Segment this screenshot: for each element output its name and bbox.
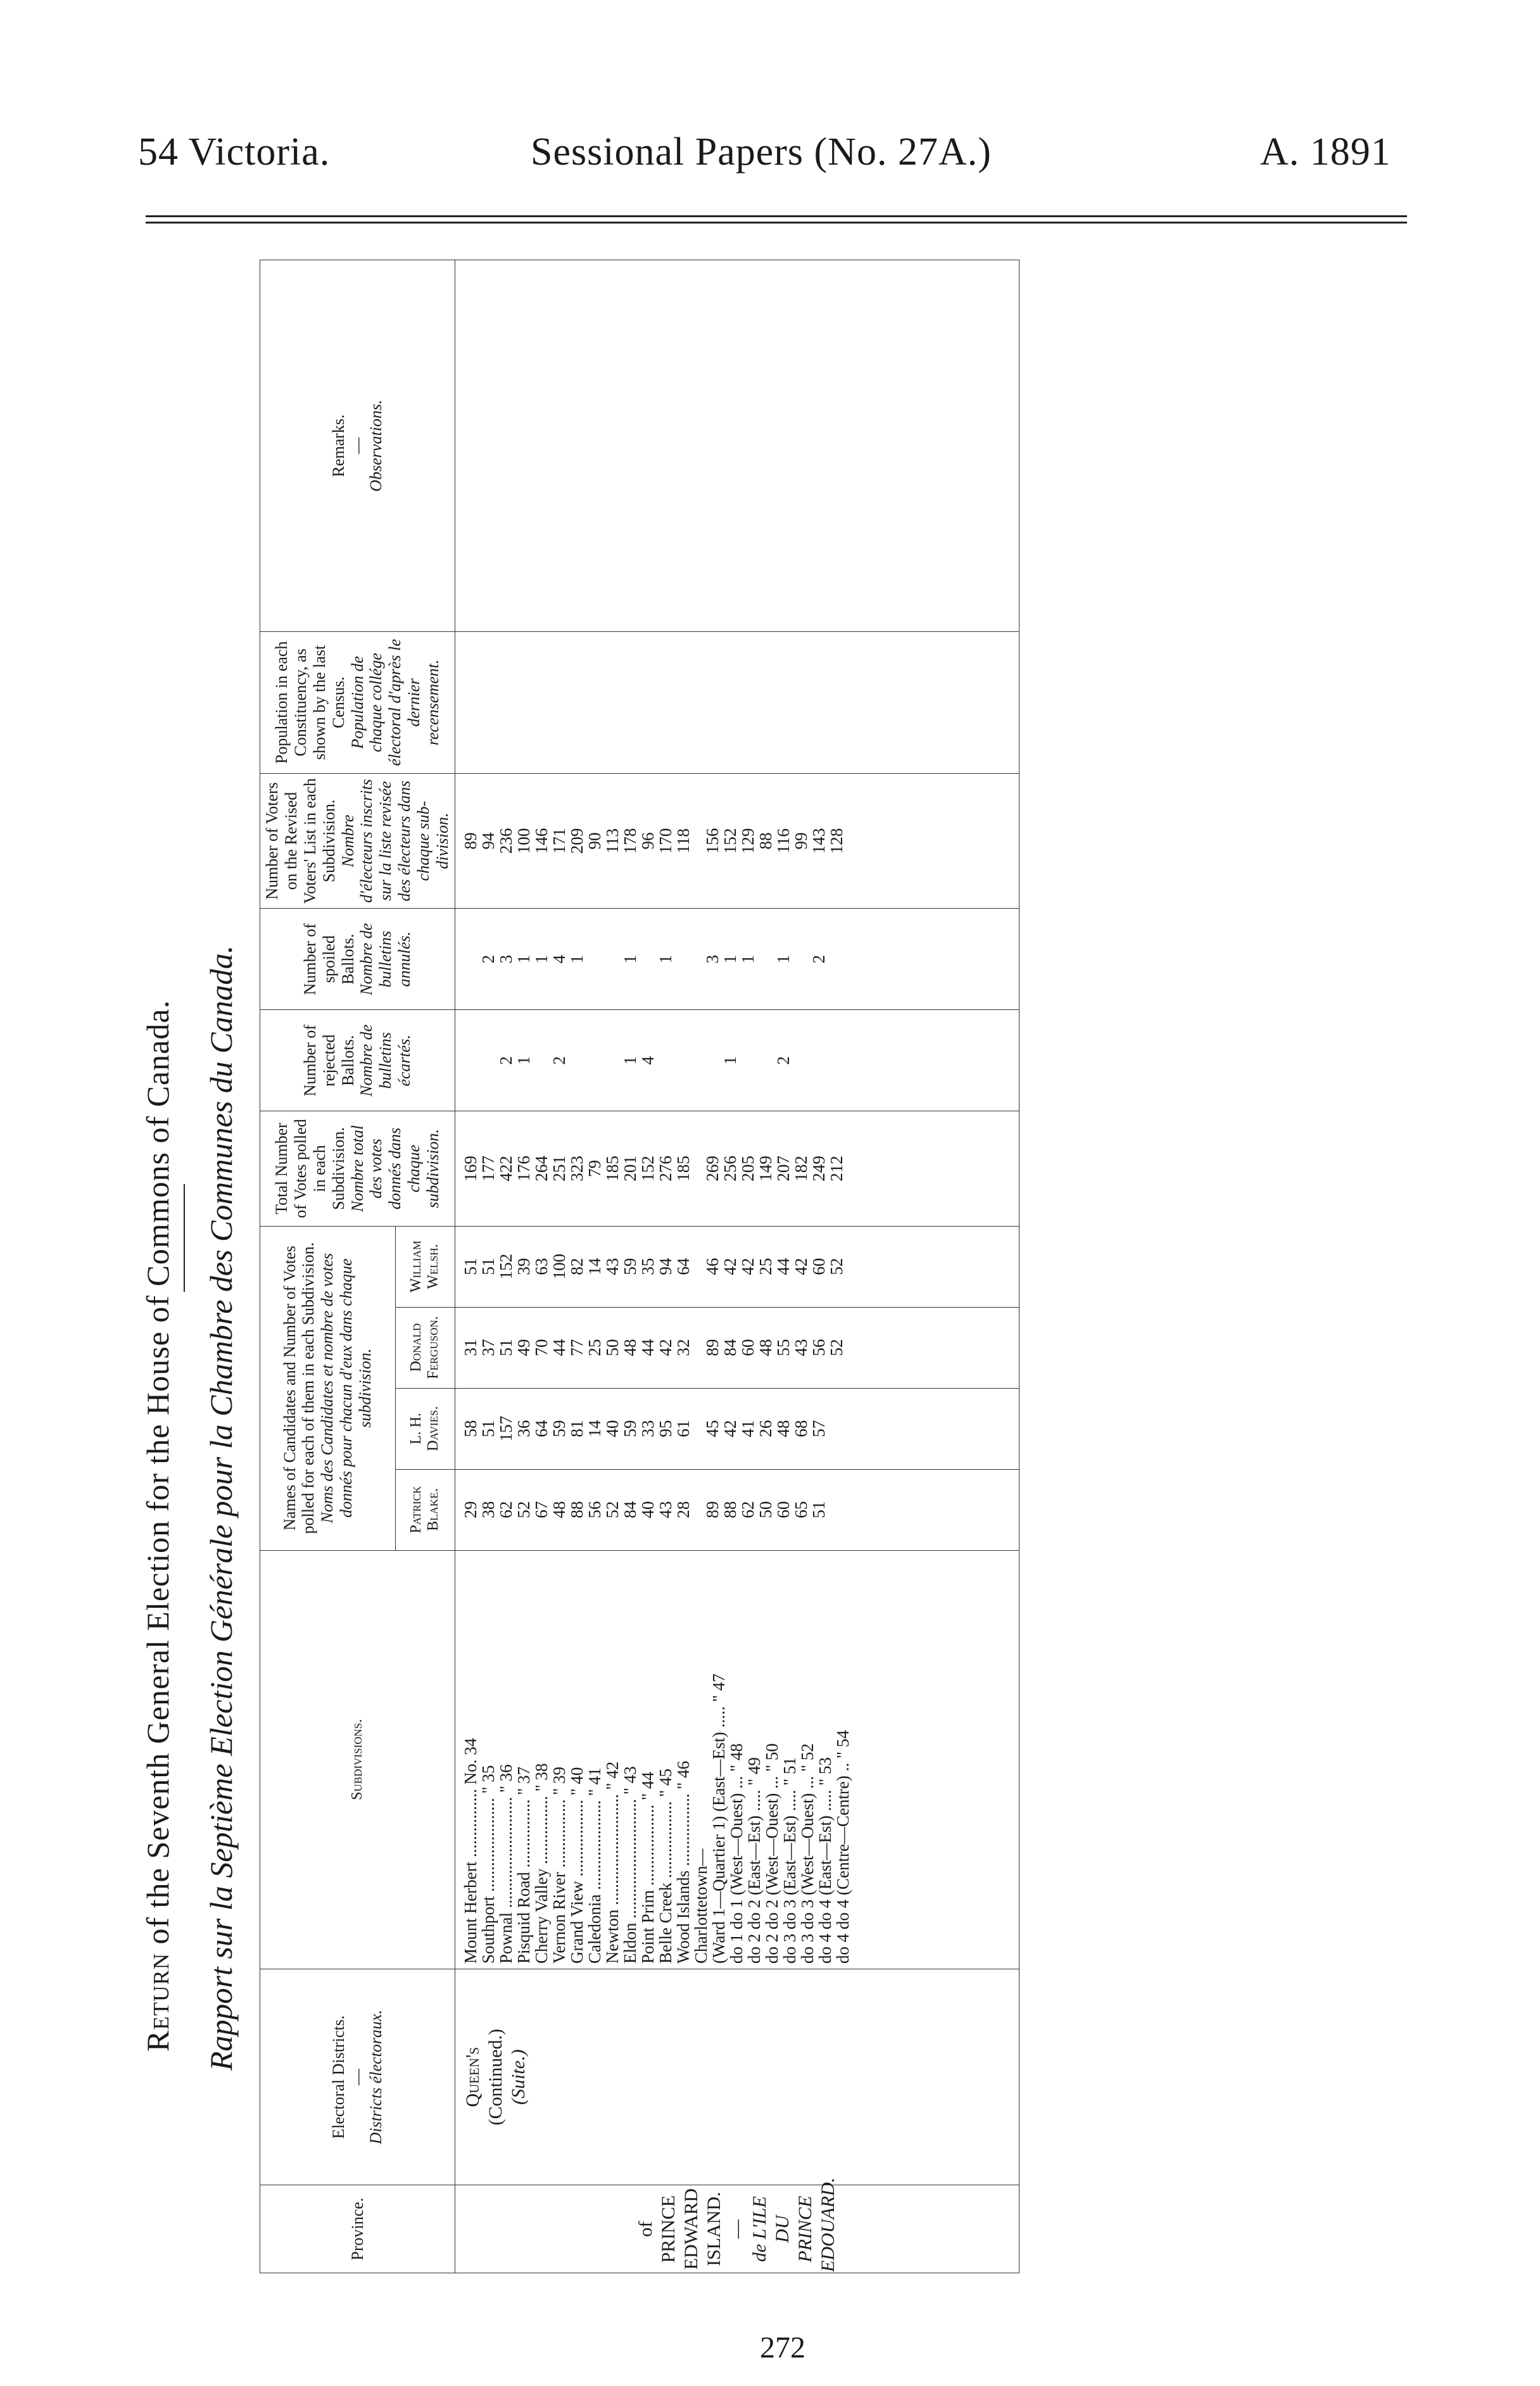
voter-count: 178 xyxy=(620,828,640,854)
ferguson-votes-cell xyxy=(455,1307,1019,1388)
rejected-count: 1 xyxy=(720,1056,740,1065)
spoiled-count xyxy=(639,909,657,1009)
welsh-vote: 14 xyxy=(584,1258,604,1275)
voter-count: 99 xyxy=(791,832,811,850)
ferguson-vote: 49 xyxy=(514,1339,533,1356)
ferguson-vote: 70 xyxy=(531,1339,551,1356)
blake-vote: 50 xyxy=(755,1501,775,1518)
davies-vote: 59 xyxy=(620,1420,640,1437)
spoiled-count: 2 xyxy=(809,954,828,964)
subdivision-row: Eldon ............................ " 43 xyxy=(620,1766,640,1964)
davies-vote: 95 xyxy=(655,1420,675,1437)
davies-vote: 33 xyxy=(638,1420,657,1437)
rejected-count xyxy=(792,1011,810,1110)
rejected-count: 4 xyxy=(638,1056,657,1065)
spoiled-count: 1 xyxy=(567,954,586,964)
ferguson-vote: 84 xyxy=(720,1339,740,1356)
total-vote: 207 xyxy=(773,1156,793,1182)
welsh-votes-cell xyxy=(455,1226,1019,1307)
voter-count: 88 xyxy=(755,832,775,850)
spoiled-count xyxy=(674,909,692,1009)
welsh-vote: 42 xyxy=(720,1258,740,1275)
voters-header: Number of Voters on the Revised Voters' List in each Subdivision. Nombre d'électeurs inscrits sur la liste revisée des électeurs dans chaque sub-division. xyxy=(260,773,455,908)
voter-count: 90 xyxy=(584,832,604,850)
province-header: Province. xyxy=(260,2185,455,2273)
remarks-cell xyxy=(455,260,1019,632)
spoiled-count: 3 xyxy=(702,954,722,964)
voter-count: 116 xyxy=(773,828,793,854)
ferguson-vote: 50 xyxy=(602,1339,622,1356)
blake-vote: 52 xyxy=(602,1501,622,1518)
blake-vote: 52 xyxy=(514,1501,533,1518)
rejected-count xyxy=(657,1011,674,1110)
welsh-vote: 52 xyxy=(826,1258,846,1275)
ferguson-vote: 32 xyxy=(673,1339,693,1356)
spoiled-count xyxy=(692,909,704,1009)
rejected-count: 2 xyxy=(549,1056,569,1065)
welsh-vote: 100 xyxy=(549,1253,569,1280)
ferguson-vote: 31 xyxy=(460,1339,480,1356)
subdivision-row: Newton .......................... " 42 xyxy=(602,1761,622,1964)
rejected-count: 2 xyxy=(773,1056,793,1065)
total-vote: 201 xyxy=(620,1156,640,1182)
voter-count: 171 xyxy=(549,828,569,854)
blake-vote: 88 xyxy=(567,1501,586,1518)
subdivision-row: do 4 do 4 (Centre—Centre) .. " 54 xyxy=(833,1730,852,1964)
subdivision-row: Vernon River ................ " 39 xyxy=(549,1766,569,1964)
total-vote: 185 xyxy=(602,1156,622,1182)
rejected-count xyxy=(828,1011,845,1110)
subdivision-row: do 2 do 2 (West—Ouest) ... " 50 xyxy=(762,1743,781,1964)
total-vote: 152 xyxy=(638,1156,657,1182)
districts-header: Electoral Districts. — Districts électoraux. xyxy=(260,1969,455,2185)
header-rule-top xyxy=(146,215,1407,217)
total-vote: 177 xyxy=(478,1156,498,1182)
voter-count: 113 xyxy=(602,828,622,854)
blake-votes-cell xyxy=(455,1469,1019,1550)
total-vote: 205 xyxy=(738,1156,757,1182)
total-vote: 212 xyxy=(826,1156,846,1182)
welsh-vote: 44 xyxy=(773,1258,793,1275)
total-vote: 323 xyxy=(567,1156,586,1182)
ferguson-vote: 77 xyxy=(567,1339,586,1356)
davies-vote: 36 xyxy=(514,1420,533,1437)
davies-votes-cell xyxy=(455,1388,1019,1469)
welsh-vote xyxy=(692,1227,704,1306)
blake-vote: 48 xyxy=(549,1501,569,1518)
davies-vote: 68 xyxy=(791,1420,811,1437)
blake-vote: 89 xyxy=(702,1501,722,1518)
davies-vote: 45 xyxy=(702,1420,722,1437)
ferguson-vote xyxy=(692,1308,704,1387)
subdivision-row: Mount Herbert ................ No. 34 xyxy=(460,1738,480,1964)
page-number: 272 xyxy=(760,2331,805,2364)
davies-vote: 14 xyxy=(584,1420,604,1437)
total-vote: 269 xyxy=(702,1156,722,1182)
blake-vote: 62 xyxy=(496,1501,515,1518)
spoiled-count xyxy=(603,909,621,1009)
davies-vote: 157 xyxy=(496,1415,515,1442)
spoiled-count: 1 xyxy=(738,954,757,964)
voter-count: 143 xyxy=(809,828,828,854)
welsh-vote: 43 xyxy=(602,1258,622,1275)
subdivision-row: do 1 do 1 (West—Ouest) ... " 48 xyxy=(726,1743,746,1964)
blake-vote: 28 xyxy=(673,1501,693,1518)
voter-count: 118 xyxy=(673,828,693,854)
subdivisions-cell xyxy=(455,1550,1019,1969)
welsh-vote: 63 xyxy=(531,1258,551,1275)
ferguson-vote: 89 xyxy=(702,1339,722,1356)
spoiled-count xyxy=(792,909,810,1009)
blake-vote: 40 xyxy=(638,1501,657,1518)
candidates-header: Names of Candidates and Number of Votes polled for each of them in each Subdivision. Noms des Candidates et nombre de votes donnés pour chacun d'eux dans chaque subdivision. xyxy=(260,1226,396,1550)
voter-count: 152 xyxy=(720,828,740,854)
blake-vote: 88 xyxy=(720,1501,740,1518)
subdivision-row: Southport ...................... " 35 xyxy=(478,1765,498,1964)
spoiled-count: 3 xyxy=(496,954,515,964)
welsh-vote: 42 xyxy=(738,1258,757,1275)
voter-count: 236 xyxy=(496,828,515,854)
total-votes-header: Total Number of Votes polled in each Subdivision. Nombre total des votes donnés dans chaque subdivision. xyxy=(260,1111,455,1226)
ferguson-vote: 48 xyxy=(620,1339,640,1356)
total-vote: 249 xyxy=(809,1156,828,1182)
header-volume: 54 Victoria. xyxy=(138,130,331,174)
title-separator xyxy=(184,1184,185,1292)
spoiled-count xyxy=(586,909,603,1009)
ferguson-vote: 25 xyxy=(584,1339,604,1356)
title-french: Rapport sur la Septième Election Générale pour la Chambre des Communes du Canada. xyxy=(203,945,239,2071)
voter-count: 146 xyxy=(531,828,551,854)
subdivision-row: (Ward 1—Quartier 1) (East—Est) ..... " 47 xyxy=(709,1673,728,1964)
subdivision-row: Wood Islands ................. " 46 xyxy=(673,1760,693,1964)
welsh-vote: 82 xyxy=(567,1258,586,1275)
total-vote: 149 xyxy=(755,1156,775,1182)
candidate-ferguson: Donald Ferguson. xyxy=(395,1307,455,1388)
ferguson-vote: 44 xyxy=(549,1339,569,1356)
subdivision-row: Pisquid Road ................ " 37 xyxy=(514,1766,533,1964)
total-vote: 176 xyxy=(514,1156,533,1182)
rejected-count: 1 xyxy=(514,1056,533,1065)
spoiled-header: Number of spoiled Ballots. Nombre de bulletins annulés. xyxy=(260,909,455,1010)
district-cell: Queen's (Continued.) (Suite.) xyxy=(455,1969,1019,2185)
rejected-count xyxy=(568,1011,586,1110)
ferguson-vote: 48 xyxy=(755,1339,775,1356)
davies-vote: 42 xyxy=(720,1420,740,1437)
welsh-vote: 25 xyxy=(755,1258,775,1275)
davies-vote: 59 xyxy=(549,1420,569,1437)
subdivision-row: Point Prim ................... " 44 xyxy=(638,1772,657,1964)
rejected-count: 1 xyxy=(620,1056,640,1065)
subdivisions-header: Subdivisions. xyxy=(260,1550,455,1969)
voter-count xyxy=(692,774,704,907)
remarks-header: Remarks. — Observations. xyxy=(260,260,455,632)
voter-count: 89 xyxy=(460,832,480,850)
total-vote: 264 xyxy=(531,1156,551,1182)
rejected-count xyxy=(757,1011,774,1110)
header-session: Sessional Papers (No. 27A.) xyxy=(531,130,992,174)
total-vote: 79 xyxy=(584,1159,604,1177)
candidate-welsh: William Welsh. xyxy=(395,1226,455,1307)
blake-vote: 38 xyxy=(478,1501,498,1518)
total-vote: 422 xyxy=(496,1156,515,1182)
total-votes-cell xyxy=(455,1111,1019,1226)
spoiled-count: 1 xyxy=(773,954,793,964)
spoiled-count: 1 xyxy=(531,954,551,964)
davies-vote: 61 xyxy=(673,1420,693,1437)
rejected-count xyxy=(810,1011,828,1110)
voter-count: 96 xyxy=(638,832,657,850)
spoiled-count xyxy=(757,909,774,1009)
election-return-table xyxy=(260,260,1019,2273)
voter-count: 100 xyxy=(514,828,533,854)
welsh-vote: 60 xyxy=(809,1258,828,1275)
welsh-vote: 42 xyxy=(791,1258,811,1275)
population-header: Population in each Constituency, as shown by the last Census. Population de chaque collége électoral d'après le dernier recensement. xyxy=(260,631,455,773)
rejected-count xyxy=(479,1011,497,1110)
subdivision-row: Pownal .......................... " 36 xyxy=(496,1764,515,1964)
subdivision-row: Charlottetown— xyxy=(691,1848,710,1964)
voter-count: 156 xyxy=(702,828,722,854)
blake-vote: 67 xyxy=(531,1501,551,1518)
davies-vote: 57 xyxy=(809,1420,828,1437)
subdivision-row: Cherry Valley ................ " 38 xyxy=(531,1763,551,1964)
blake-vote: 51 xyxy=(809,1501,828,1518)
subdivision-row: do 2 do 2 (East—Est) ..... " 49 xyxy=(744,1757,764,1964)
davies-vote: 41 xyxy=(738,1420,757,1437)
welsh-vote: 35 xyxy=(638,1258,657,1275)
subdivision-row: Caledonia ..................... " 41 xyxy=(584,1767,604,1964)
rejected-count xyxy=(674,1011,692,1110)
davies-vote: 81 xyxy=(567,1420,586,1437)
davies-vote: 26 xyxy=(755,1420,775,1437)
total-vote: 169 xyxy=(460,1156,480,1182)
welsh-vote: 59 xyxy=(620,1258,640,1275)
subdivision-row: Belle Creek .................. " 45 xyxy=(655,1769,675,1964)
spoiled-count: 4 xyxy=(549,954,569,964)
spoiled-count: 1 xyxy=(620,954,640,964)
blake-vote: 56 xyxy=(584,1501,604,1518)
ferguson-vote: 60 xyxy=(738,1339,757,1356)
ferguson-vote: 44 xyxy=(638,1339,657,1356)
rejected-count xyxy=(603,1011,621,1110)
spoiled-count: 1 xyxy=(514,954,533,964)
davies-vote: 48 xyxy=(773,1420,793,1437)
welsh-vote: 39 xyxy=(514,1258,533,1275)
rejected-count xyxy=(739,1011,757,1110)
blake-vote: 62 xyxy=(738,1501,757,1518)
rejected-count xyxy=(704,1011,721,1110)
province-cell: of PRINCE EDWARD ISLAND. — de L'ILE DU PRINCE EDOUARD. xyxy=(455,2185,1019,2273)
rotated-return-table xyxy=(127,253,1241,2280)
population-cell xyxy=(455,631,1019,773)
davies-vote: 51 xyxy=(478,1420,498,1437)
total-vote: 185 xyxy=(673,1156,693,1182)
total-vote: 182 xyxy=(791,1156,811,1182)
rejected-count xyxy=(586,1011,603,1110)
spoiled-count: 2 xyxy=(478,954,498,964)
rejected-cell xyxy=(455,1010,1019,1111)
blake-vote xyxy=(692,1470,704,1550)
candidate-blake: Patrick Blake. xyxy=(395,1469,455,1550)
voter-count: 170 xyxy=(655,828,675,854)
voter-count: 128 xyxy=(826,828,846,854)
davies-vote: 40 xyxy=(602,1420,622,1437)
rejected-count xyxy=(692,1011,704,1110)
ferguson-vote: 37 xyxy=(478,1339,498,1356)
welsh-vote: 51 xyxy=(478,1258,498,1275)
ferguson-vote: 56 xyxy=(809,1339,828,1356)
rejected-count xyxy=(533,1011,550,1110)
ferguson-vote: 42 xyxy=(655,1339,675,1356)
welsh-vote: 46 xyxy=(702,1258,722,1275)
candidate-davies: L. H. Davies. xyxy=(395,1388,455,1469)
total-vote xyxy=(692,1112,704,1225)
rejected-count xyxy=(462,1011,479,1110)
rejected-header: Number of rejected Ballots. Nombre de bulletins écartés. xyxy=(260,1010,455,1111)
spoiled-count: 1 xyxy=(655,954,675,964)
header-year: A. 1891 xyxy=(1260,130,1391,174)
subdivision-row: Grand View .................. " 40 xyxy=(567,1767,586,1964)
welsh-vote: 152 xyxy=(496,1253,515,1280)
ferguson-vote: 51 xyxy=(496,1339,515,1356)
total-vote: 256 xyxy=(720,1156,740,1182)
blake-vote: 29 xyxy=(460,1501,480,1518)
spoiled-count xyxy=(462,909,479,1009)
ferguson-vote: 43 xyxy=(791,1339,811,1356)
spoiled-count xyxy=(828,909,845,1009)
davies-vote xyxy=(828,1389,845,1468)
blake-vote: 65 xyxy=(791,1501,811,1518)
welsh-vote: 64 xyxy=(673,1258,693,1275)
welsh-vote: 51 xyxy=(460,1258,480,1275)
blake-vote: 60 xyxy=(773,1501,793,1518)
total-vote: 251 xyxy=(549,1156,569,1182)
total-vote: 276 xyxy=(655,1156,675,1182)
voter-count: 209 xyxy=(567,828,586,854)
subdivision-row: do 3 do 3 (West—Ouest) ... " 52 xyxy=(797,1743,817,1964)
spoiled-cell xyxy=(455,909,1019,1010)
blake-vote: 43 xyxy=(655,1501,675,1518)
header-rule-bottom xyxy=(146,222,1407,224)
ferguson-vote: 55 xyxy=(773,1339,793,1356)
voter-count: 94 xyxy=(478,832,498,850)
subdivision-row: do 3 do 3 (East—Est) ..... " 51 xyxy=(779,1757,799,1964)
voters-cell xyxy=(455,773,1019,908)
voter-count: 129 xyxy=(738,828,757,854)
davies-vote: 58 xyxy=(460,1420,480,1437)
rejected-count: 2 xyxy=(496,1056,515,1065)
ferguson-vote: 52 xyxy=(826,1339,846,1356)
subdivision-row: do 4 do 4 (East—Est) ..... " 53 xyxy=(815,1757,835,1964)
title-english: Return of the Seventh General Election for the House of Commons of Canada. xyxy=(140,999,175,2052)
davies-vote: 64 xyxy=(531,1420,551,1437)
davies-vote xyxy=(692,1389,704,1468)
spoiled-count: 1 xyxy=(720,954,740,964)
blake-vote: 84 xyxy=(620,1501,640,1518)
welsh-vote: 94 xyxy=(655,1258,675,1275)
blake-vote xyxy=(828,1470,845,1550)
